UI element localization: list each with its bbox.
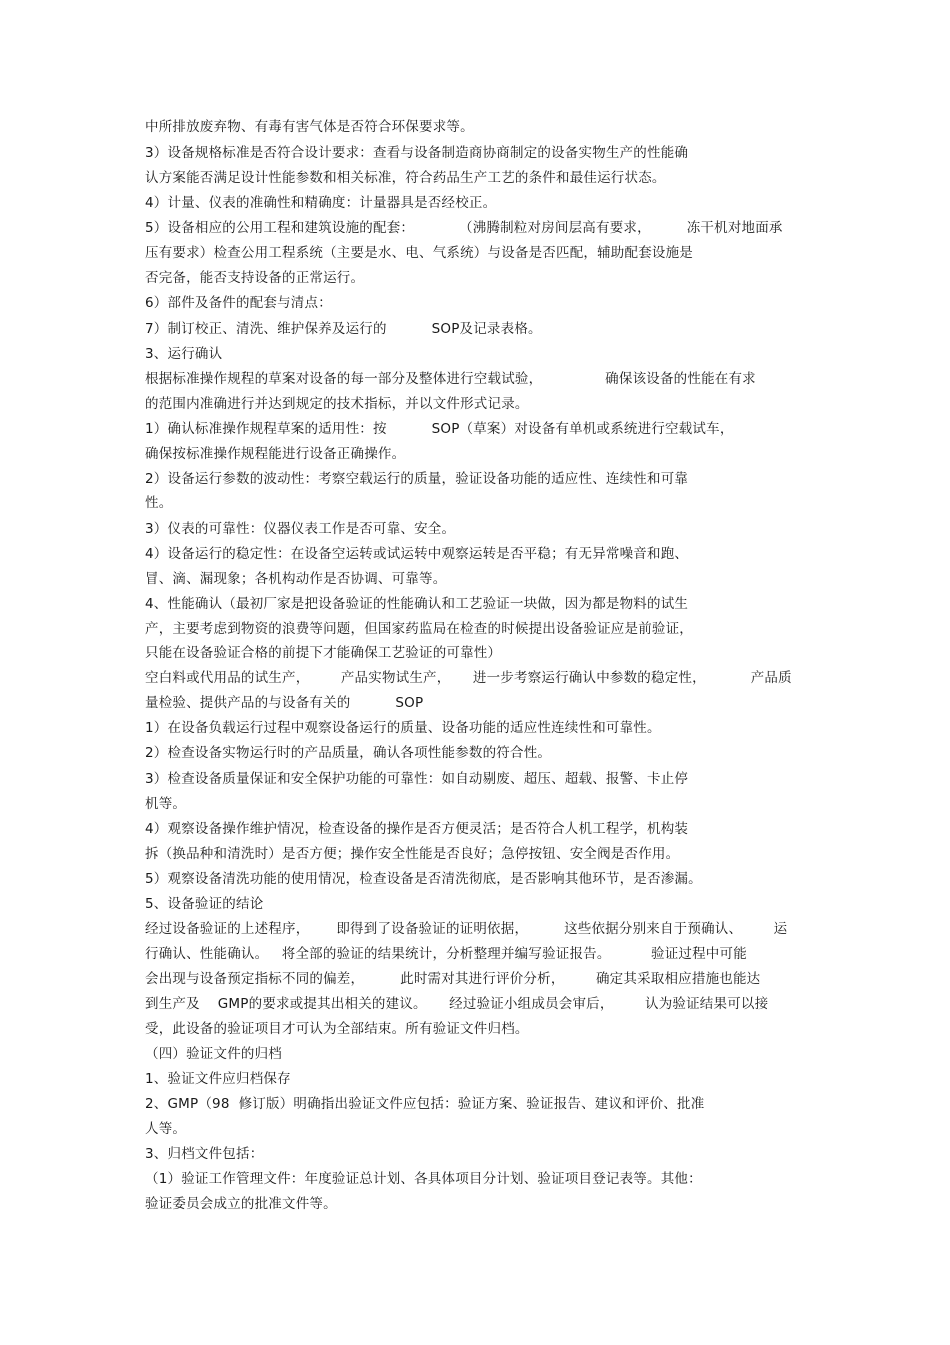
text-line: 性。: [145, 495, 173, 511]
text-line: 验证委员会成立的批准文件等。: [145, 1196, 337, 1212]
text-line: 中所排放废弃物、有毒有害气体是否符合环保要求等。: [145, 119, 474, 135]
text-line: 的范围内准确进行并达到规定的技术指标，并以文件形式记录。: [145, 396, 529, 412]
text-line: 机等。: [145, 796, 187, 812]
text-line: 4）计量、仪表的准确性和精确度：计量器具是否经校正。: [145, 195, 497, 211]
text-line: 4、性能确认（最初厂家是把设备验证的性能确认和工艺验证一块做，因为都是物料的试生: [145, 596, 689, 612]
text-line: 根据标准操作规程的草案对设备的每一部分及整体进行空载试验， 确保该设备的性能在有求: [145, 371, 756, 387]
text-line: （四）验证文件的归档: [145, 1046, 282, 1062]
text-line: 量检验、提供产品的与设备有关的 SOP: [145, 695, 424, 711]
text-line: 确保按标准操作规程能进行设备正确操作。: [145, 446, 406, 462]
text-line: 经过设备验证的上述程序， 即得到了设备验证的证明依据， 这些依据分别来自于预确认、 运: [145, 921, 788, 937]
text-line: 到生产及 GMP的要求或提其出相关的建议。 经过验证小组成员会审后， 认为验证结果可以接: [145, 996, 769, 1012]
text-line: 5）观察设备清洗功能的使用情况，检查设备是否清洗彻底，是否影响其他环节，是否渗漏。: [145, 871, 702, 887]
text-line: 3）检查设备质量保证和安全保护功能的可靠性：如自动剔废、超压、超载、报警、卡止停: [145, 771, 689, 787]
text-line: 6）部件及备件的配套与清点：: [145, 295, 332, 311]
text-line: 2）设备运行参数的波动性：考察空载运行的质量，验证设备功能的适应性、连续性和可靠: [145, 471, 689, 487]
text-line: 受，此设备的验证项目才可认为全部结束。所有验证文件归档。: [145, 1021, 529, 1037]
text-line: 4）设备运行的稳定性：在设备空运转或试运转中观察运转是否平稳；有无异常噪音和跑、: [145, 546, 689, 562]
text-line: 压有要求）检查公用工程系统（主要是水、电、气系统）与设备是否匹配，辅助配套设施是: [145, 245, 693, 261]
text-line: 冒、滴、漏现象；各机构动作是否协调、可靠等。: [145, 571, 447, 587]
text-line: 2、GMP（98 修订版）明确指出验证文件应包括：验证方案、验证报告、建议和评价、批准: [145, 1096, 705, 1112]
text-line: 空白料或代用品的试生产， 产品实物试生产， 进一步考察运行确认中参数的稳定性， 产品质: [145, 670, 792, 686]
text-line: 否完备，能否支持设备的正常运行。: [145, 270, 365, 286]
text-line: 3、运行确认: [145, 346, 223, 362]
text-line: 1）在设备负载运行过程中观察设备运行的质量、设备功能的适应性连续性和可靠性。: [145, 720, 661, 736]
text-line: 行确认、性能确认。 将全部的验证的结果统计，分析整理并编写验证报告。 验证过程中可能: [145, 946, 747, 962]
text-line: 3、归档文件包括：: [145, 1146, 264, 1162]
text-line: 4）观察设备操作维护情况，检查设备的操作是否方便灵活；是否符合人机工程学，机构装: [145, 821, 689, 837]
text-line: （1）验证工作管理文件：年度验证总计划、各具体项目分计划、验证项目登记表等。其他：: [145, 1171, 702, 1187]
text-line: 7）制订校正、清洗、维护保养及运行的 SOP及记录表格。: [145, 321, 542, 337]
text-line: 3）设备规格标准是否符合设计要求：查看与设备制造商协商制定的设备实物生产的性能确: [145, 145, 689, 161]
text-line: 人等。: [145, 1121, 187, 1137]
text-line: 3）仪表的可靠性：仪器仪表工作是否可靠、安全。: [145, 521, 456, 537]
text-line: 2）检查设备实物运行时的产品质量，确认各项性能参数的符合性。: [145, 745, 552, 761]
text-line: 1、验证文件应归档保存: [145, 1071, 291, 1087]
text-line: 会出现与设备预定指标不同的偏差， 此时需对其进行评价分析， 确定其采取相应措施也能达: [145, 971, 761, 987]
text-line: 5、设备验证的结论: [145, 896, 264, 912]
text-line: 1）确认标准操作规程草案的适用性：按 SOP（草案）对设备有单机或系统进行空载试车，: [145, 421, 734, 437]
text-line: 只能在设备验证合格的前提下才能确保工艺验证的可靠性）: [145, 645, 502, 661]
text-line: 产，主要考虑到物资的浪费等问题，但国家药监局在检查的时候提出设备验证应是前验证，: [145, 621, 693, 637]
text-line: 拆（换品种和清洗时）是否方便；操作安全性能是否良好；急停按钮、安全阀是否作用。: [145, 846, 680, 862]
text-line: 5）设备相应的公用工程和建筑设施的配套： （沸腾制粒对房间层高有要求， 冻干机对地面承: [145, 220, 783, 236]
text-line: 认方案能否满足设计性能参数和相关标准，符合药品生产工艺的条件和最佳运行状态。: [145, 170, 666, 186]
